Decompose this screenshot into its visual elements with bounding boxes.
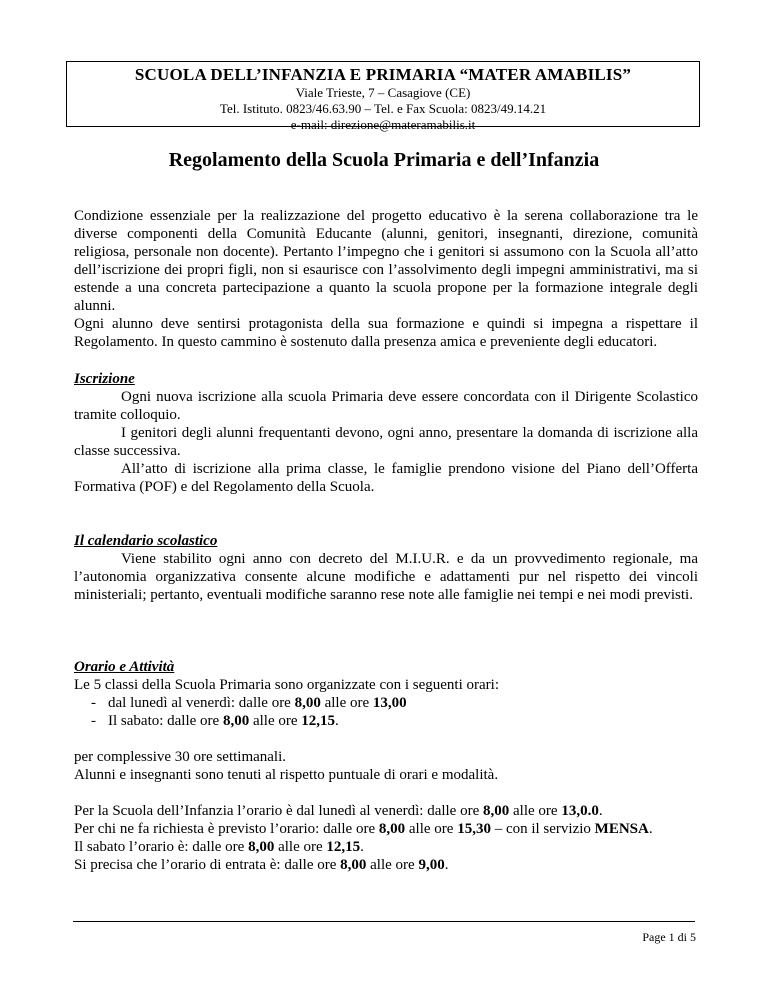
- school-header-box: [66, 61, 700, 132]
- iscrizione-heading: Iscrizione: [74, 371, 135, 387]
- school-phones: Tel. Istituto. 0823/46.63.90 – Tel. e Fax Scuola: 0823/49.14.21: [219, 101, 547, 116]
- intro-paragraph-2: Ogni alunno deve sentirsi protagonista della sua formazione e quindi si impegna a rispettare il Regolamento. In questo cammino è sostenuto dalla presenza amica e preveniente degli educatori.: [74, 316, 698, 350]
- intro-paragraph-1: Condizione essenziale per la realizzazione del progetto educativo è la serena collaborazione tra le diverse componenti della Comunità Educante (alunni, genitori, insegnanti, direzione, comunità religiosa, personale non docente). Pertanto l’impegno che i genitori si assumono con la Scuola all’atto dell’iscrizione dei propri figli, non si esaurisce con l’assolvimento degli impegni amministrativi, ma si estende a una concreta partecipazione a quanto la scuola propone per la formazione integrale degli alunni.: [74, 208, 698, 314]
- orario-list: [74, 694, 698, 730]
- orario-intro: Le 5 classi della Scuola Primaria sono organizzate con i seguenti orari:: [74, 677, 500, 693]
- intro-section: [74, 207, 698, 351]
- calendario-heading: Il calendario scolastico: [74, 533, 218, 549]
- calendario-paragraph: Viene stabilito ogni anno con decreto del M.I.U.R. e da un provvedimento regionale, ma l’autonomia organizzativa consente alcune modifiche e adattamenti pur nel rispetto dei vincoli ministeriali; pertanto, eventuali modifiche saranno rese note alle famiglie nei tempi e nei modi previsti.: [74, 551, 698, 603]
- calendario-section: [74, 532, 698, 604]
- infanzia-line-1: Per la Scuola dell’Infanzia l’orario è dal lunedì al venerdì: dalle ore 8,00 alle ore 13,0.0.: [74, 803, 603, 819]
- page-number: Page 1 di 5: [642, 930, 696, 944]
- school-address: Viale Trieste, 7 – Casagiove (CE): [295, 85, 471, 100]
- document-title: Regolamento della Scuola Primaria e dell’Infanzia: [168, 149, 600, 171]
- school-name: SCUOLA DELL’INFANZIA E PRIMARIA “MATER AMABILIS”: [134, 65, 632, 84]
- iscrizione-paragraph-1: Ogni nuova iscrizione alla scuola Primaria deve essere concordata con il Dirigente Scolastico tramite colloquio.: [74, 389, 698, 423]
- list-item: - Il sabato: dalle ore 8,00 alle ore 12,15.: [91, 713, 339, 729]
- infanzia-line-4: Si precisa che l’orario di entrata è: dalle ore 8,00 alle ore 9,00.: [74, 857, 449, 873]
- orario-section: [74, 658, 698, 874]
- iscrizione-section: [74, 370, 698, 496]
- orario-rispetto: Alunni e insegnanti sono tenuti al rispetto puntuale di orari e modalità.: [74, 767, 499, 783]
- infanzia-line-3: Il sabato l’orario è: dalle ore 8,00 alle ore 12,15.: [74, 839, 364, 855]
- footer-divider: [73, 921, 695, 922]
- infanzia-line-2: Per chi ne fa richiesta è previsto l’orario: dalle ore 8,00 alle ore 15,30 – con il servizio MENSA.: [74, 821, 653, 837]
- list-item: - dal lunedì al venerdì: dalle ore 8,00 alle ore 13,00: [91, 695, 407, 711]
- iscrizione-paragraph-3: All’atto di iscrizione alla prima classe, le famiglie prendono visione del Piano dell’Offerta Formativa (POF) e del Regolamento della Scuola.: [74, 461, 698, 495]
- orario-total: per complessive 30 ore settimanali.: [74, 749, 287, 765]
- school-email: e-mail: direzione@materamabilis.it: [290, 117, 476, 132]
- iscrizione-paragraph-2: I genitori degli alunni frequentanti devono, ogni anno, presentare la domanda di iscrizione alla classe successiva.: [74, 425, 698, 459]
- orario-heading: Orario e Attività: [74, 659, 175, 675]
